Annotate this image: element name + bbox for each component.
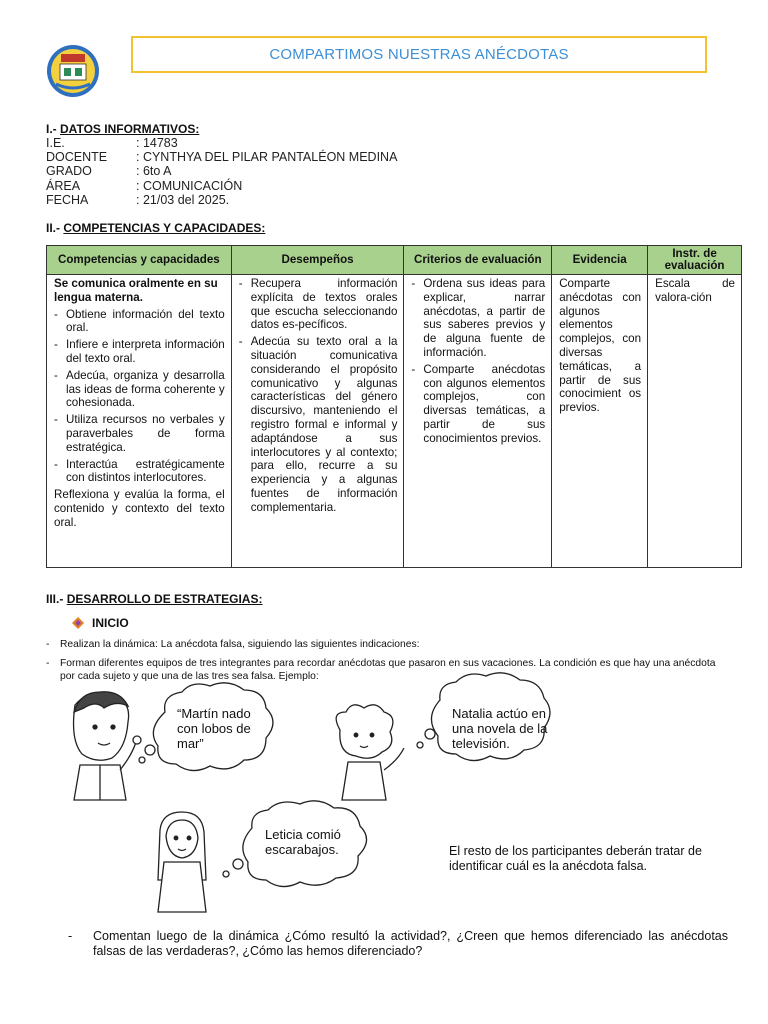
cloud-text-natalia: Natalia actúo en una novela de la televisión. [452,706,548,751]
list-item: - Interactúa estratégicamente con distintos interlocutores. [54,457,225,485]
inicio-label: INICIO [92,616,129,630]
list-item: - Recupera información explícita de textos orales que escucha seleccionando datos es-pecíficos. [238,277,398,332]
instrumento-cell: Escala de valora-ción [648,275,742,568]
bullet-text: Comentan luego de la dinámica ¿Cómo resultó la actividad?, ¿Creen que hemos diferenciado las anécdotas falsas de las verdaderas?, ¿Cómo las hemos diferenciado? [93,929,728,958]
info-key: ÁREA [46,178,81,193]
list-item: - Comparte anécdotas con algunos elementos complejos, con diversas temáticas, a partir de sus conocimientos previos. [411,362,546,445]
girl-drawing-leticia [158,812,206,912]
criterio-text: Ordena sus ideas para explicar, narrar anécdotas, a partir de sus saberes previos y de alguna fuente de información. [423,277,546,359]
desempeno-text: Adecúa su texto oral a la situación comunicativa considerando el propósito comunicativo y algunas características del género discursivo, manteniendo el registro formal e informal y adaptándose a sus interlocutores y al contexto; para ello, recurre a su experiencia y a algunas fuentes de información complementaria. [250,335,398,514]
info-key: I.E. [46,136,65,150]
competencia-closing: Reflexiona y evalúa la forma, el contenido y contexto del texto oral. [54,488,225,529]
capacidad-text: Obtiene información del texto oral. [66,307,225,335]
table-header: Competencias y capacidades [47,246,232,275]
info-value: : CYNTHYA DEL PILAR PANTALÉON MEDINA [136,150,398,165]
info-key: DOCENTE [46,150,108,165]
capacidad-text: Utiliza recursos no verbales y paraverbales de forma estratégica. [66,413,225,454]
list-item: - Forman diferentes equipos de tres integrantes para recordar anécdotas que pasaron en sus vacaciones. La condición es que hay una anécdota por cada sujeto y que una de las tres sea falsa. Ejemplo: [46,657,726,683]
list-item: - Utiliza recursos no verbales y paraverbales de forma estratégica. [54,413,225,454]
girl-drawing-natalia [336,705,404,800]
table-header: Criterios de evaluación [404,246,552,275]
capacidad-text: Interactúa estratégicamente con distintos interlocutores. [66,457,225,485]
section-3-title: DESARROLLO DE ESTRATEGIAS: [66,592,263,606]
list-item: - Realizan la dinámica: La anécdota falsa, siguiendo las siguientes indicaciones: [46,639,420,650]
competencia-title: Se comunica oralmente en su lengua materna. [54,277,218,304]
capacidad-text: Infiere e interpreta información del texto oral. [66,338,225,365]
criterio-text: Comparte anécdotas con algunos elementos complejos, con diversas temáticas, a partir de sus conocimientos previos. [423,362,546,445]
cloud-text-martin: “Martín nado con lobos de mar” [177,706,251,751]
capacidad-text: Adecúa, organiza y desarrolla las ideas de forma coherente y cohesionada. [66,368,225,410]
info-key: FECHA [46,192,89,207]
list-item: - Infiere e interpreta información del texto oral. [54,338,225,365]
page-title: COMPARTIMOS NUESTRAS ANÉCDOTAS [269,46,569,63]
info-value: : 14783 [136,136,178,150]
info-key: GRADO [46,164,92,179]
list-item: - Adecúa, organiza y desarrolla las ideas de forma coherente y cohesionada. [54,368,225,410]
section-3-number: III.- [46,592,64,606]
list-item: - Comentan luego de la dinámica ¿Cómo resultó la actividad?, ¿Creen que hemos diferenciado las anécdotas falsas de las verdaderas?, ¿Cómo las hemos diferenciado? [68,929,728,958]
cloud-text-leticia: Leticia comió escarabajos. [265,827,341,857]
list-item: - Ordena sus ideas para explicar, narrar anécdotas, a partir de sus saberes previos y de alguna fuente de información. [411,277,546,359]
desempeno-text: Recupera información explícita de textos orales que escucha seleccionando datos es-pecíficos. [250,277,398,332]
info-value: : 21/03 del 2025. [136,192,230,207]
table-header: Desempeños [231,246,404,275]
bullet-text: Realizan la dinámica: La anécdota falsa, siguiendo las siguientes indicaciones: [60,639,420,650]
list-item: - Obtiene información del texto oral. [54,307,225,335]
evidencia-cell: Comparte anécdotas con algunos elementos complejos, con diversas temáticas, a partir de sus conocimient os previos. [552,275,648,568]
boy-drawing [74,692,141,800]
info-value: : 6to A [136,164,172,179]
section-2-title: COMPETENCIAS Y CAPACIDADES: [63,221,266,235]
list-item: - Adecúa su texto oral a la situación comunicativa considerando el propósito comunicativo y algunas características del género discursivo, manteniendo el registro formal e informal y adaptándose a sus interlocutores y al contexto; para ello, recurre a su experiencia y a algunas fuentes de información complementaria. [238,335,398,514]
table-header: Evidencia [552,246,648,275]
bullet-text: Forman diferentes equipos de tres integrantes para recordar anécdotas que pasaron en sus vacaciones. La condición es que hay una anécdota por cada sujeto y que una de las tres sea falsa. Ejemplo: [60,658,716,682]
info-value: : COMUNICACIÓN [136,178,243,193]
section-2-number: II.- [46,221,60,235]
section-1-number: I.- [46,122,57,136]
section-1-title: DATOS INFORMATIVOS: [60,122,200,136]
instruction-note: El resto de los participantes deberán tratar de identificar cuál es la anécdota falsa. [449,844,702,873]
table-header: Instr. de evaluación [648,246,742,275]
